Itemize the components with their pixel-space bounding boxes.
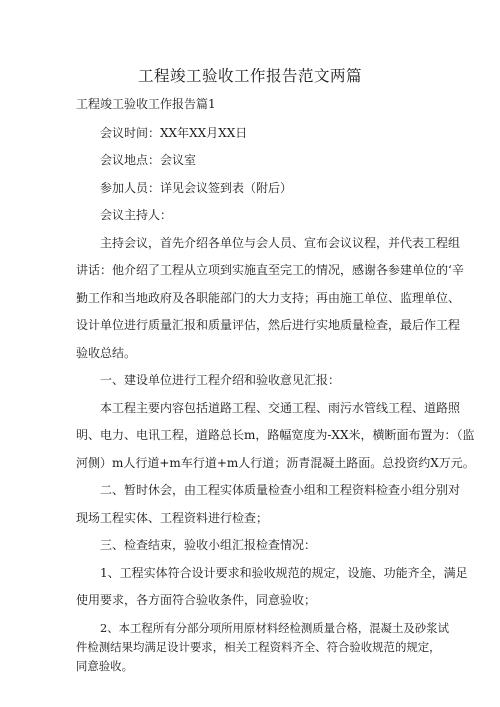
paragraph-line: 讲话：他介绍了工程从立项到实施直至完工的情况，感谢各参建单位的‘辛 bbox=[76, 263, 464, 277]
paragraph-line: 使用要求，各方面符合验收条件，同意验收； bbox=[76, 593, 317, 607]
meeting-location: 会议地点：会议室 bbox=[100, 153, 197, 167]
document-title: 工程竣工验收工作报告范文两篇 bbox=[137, 67, 362, 85]
paragraph-line: 本工程主要内容包括道路工程、交通工程、雨污水管线工程、道路照 bbox=[100, 401, 461, 415]
paragraph-line: 主持会议，首先介绍各单位与会人员、宣布会议议程，并代表工程组 bbox=[100, 236, 461, 250]
paragraph-line: 件检测结果均满足设计要求，相关工程资料齐全、符合验收规范的规定， bbox=[76, 640, 441, 654]
paragraph-line: 1、工程实体符合设计要求和验收规范的规定，设施、功能齐全，满足 bbox=[100, 566, 468, 580]
paragraph-line: 现场工程实体、工程资料进行检查； bbox=[76, 511, 269, 525]
paragraph-line: 2、本工程所有分部分项所用原材料经检测质量合格，混凝土及砂浆试 bbox=[100, 621, 449, 635]
section-heading: 一、建设单位进行工程介绍和验收意见汇报： bbox=[100, 373, 341, 387]
paragraph-line: 河侧）m人行道+m车行道+m人行道；沥青混凝土路面。总投资约X万元。 bbox=[76, 456, 475, 470]
document-subtitle: 工程竣工验收工作报告篇1 bbox=[76, 97, 216, 111]
section-heading: 二、暂时休会，由工程实体质量检查小组和工程资料检查小组分别对 bbox=[100, 483, 461, 497]
paragraph-line: 同意验收。 bbox=[76, 659, 133, 673]
meeting-host: 会议主持人： bbox=[100, 208, 173, 222]
section-heading: 三、检查结束，验收小组汇报检查情况： bbox=[100, 538, 317, 552]
paragraph-line: 验收总结。 bbox=[76, 346, 137, 360]
meeting-attendees: 参加人员：详见会议签到表（附后） bbox=[100, 181, 293, 195]
paragraph-line: 勤工作和当地政府及各职能部门的大力支持；再由施工单位、监理单位、 bbox=[76, 291, 461, 305]
paragraph-line: 明、电力、电讯工程，道路总长m，路幅宽度为-XX米，横断面布置为：（监 bbox=[76, 428, 475, 442]
paragraph-line: 设计单位进行质量汇报和质量评估，然后进行实地质量检查，最后作工程 bbox=[76, 318, 461, 332]
meeting-time: 会议时间：XX年XX月XX日 bbox=[100, 126, 248, 140]
